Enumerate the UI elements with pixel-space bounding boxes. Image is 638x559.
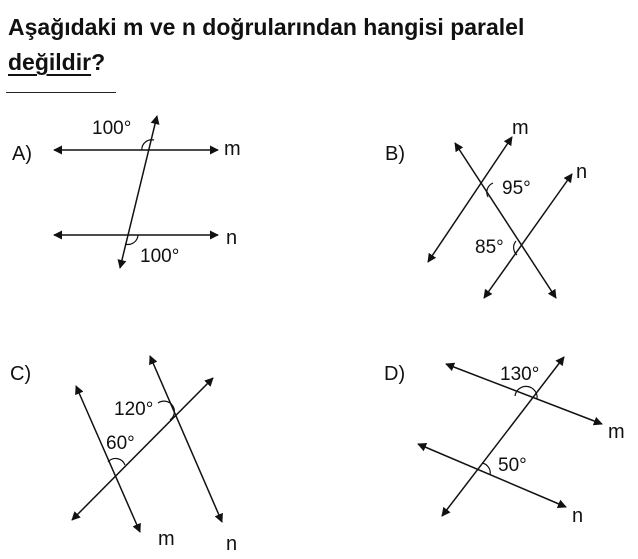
line-n-label: n [576,161,588,183]
angle-label-top: 120° [114,399,154,420]
option-b[interactable] [385,117,587,298]
angle-label-bottom: 60° [106,433,135,454]
angle-arc-top [158,401,174,420]
option-a[interactable] [12,116,241,268]
angle-arc-top [487,183,493,197]
question-emphasis: değildir [8,49,92,75]
angle-label-bottom: 85° [475,237,504,258]
question-line-1: Aşağıdaki m ve n doğrularından hangisi paralel [8,14,525,40]
line-m-label: m [224,138,241,160]
question-mark: ? [91,49,106,75]
transversal-line [455,143,556,298]
angle-label-top: 130° [500,364,540,385]
angle-label-top: 100° [92,118,132,139]
angle-label-bottom: 100° [140,246,180,267]
option-d-label: D) [384,363,406,385]
line-m-label: m [158,528,175,550]
angle-label-top: 95° [502,178,531,199]
line-n-label: n [572,505,584,527]
line-n-label: n [226,227,238,249]
option-a-label: A) [12,143,32,165]
angle-label-bottom: 50° [498,455,527,476]
line-n [418,444,566,507]
option-b-label: B) [385,143,405,165]
line-m-label: m [512,117,529,139]
option-d[interactable] [384,357,625,527]
line-n [150,356,222,522]
line-n-label: n [226,533,238,555]
option-c[interactable] [10,356,237,555]
line-m-label: m [608,421,625,443]
option-c-label: C) [10,363,32,385]
angle-arc-top [142,140,154,150]
